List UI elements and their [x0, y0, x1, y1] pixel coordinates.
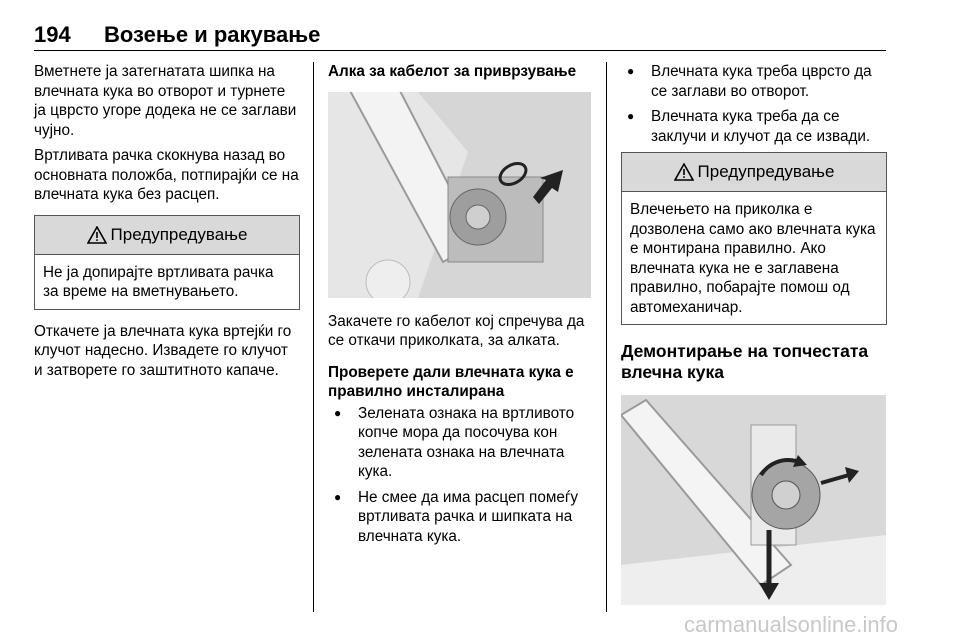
- check-list-continued: [621, 62, 887, 146]
- towbar-eye-drawing: [328, 92, 591, 298]
- column-2: [328, 62, 591, 552]
- column-divider-2: [606, 62, 607, 612]
- header-rule: [34, 50, 886, 51]
- warning-icon: [674, 163, 694, 181]
- column-divider-1: [313, 62, 314, 612]
- column-1: [34, 62, 300, 386]
- warning-title: Предупредување: [110, 224, 248, 244]
- removal-illustration: [621, 395, 886, 605]
- warning-text: Влечењето на приколка е дозволена само ако влечната кука е монтирана правилно. Ако влечната кука не е заглавена правилно, побарајте помош од автомеханичар.: [630, 201, 876, 316]
- page-header: [34, 22, 320, 48]
- warning-header: [622, 153, 886, 192]
- list-item: ● Влечната кука треба да се заклучи и клучот да се извади.: [621, 107, 887, 146]
- warning-box: [621, 152, 887, 325]
- column-3: [621, 62, 887, 605]
- check-list: [328, 404, 591, 547]
- chapter-title: Возење и ракување: [104, 22, 321, 47]
- paragraph-unlock: Откачете ја влечната кука вртејќи го клучот надесно. Извадете го клучот и затворете го заштитното капаче.: [34, 322, 292, 379]
- towbar-removal-drawing: [621, 395, 886, 605]
- list-item: ● Не смее да има расцеп помеѓу вртливата рачка и шипката на влечната кука.: [328, 488, 591, 547]
- section-heading-removal: Демонтирање на топчестата влечна кука: [621, 341, 869, 382]
- cable-eye-caption: Закачете го кабелот кој спречува да се откачи приколката, за алката.: [328, 312, 585, 349]
- section-heading-check: Проверете дали влечната кука е правилно инсталирана: [328, 363, 574, 400]
- warning-header: [35, 216, 299, 255]
- section-heading-cable-eye: Алка за кабелот за приврзување: [328, 63, 577, 80]
- warning-box: [34, 215, 300, 310]
- list-item: ● Зелената ознака на вртливото копче мора да посочува кон зелената ознака на влечната кука.: [328, 404, 591, 482]
- paragraph-insert: Вметнете ја затегнатата шипка на влечната кука во отворот и турнете ја цврсто угоре додека не се заглави чујно.: [34, 63, 297, 139]
- list-item: ● Влечната кука треба цврсто да се заглави во отворот.: [621, 62, 887, 101]
- paragraph-handle: Вртливата рачка скокнува назад во основната положба, потпирајќи се на влечната кука без расцеп.: [34, 147, 299, 203]
- page-number: 194: [34, 22, 71, 47]
- warning-icon: [87, 226, 107, 244]
- watermark-text: carmanualsonline.info: [683, 612, 898, 637]
- warning-text: Не ја допирајте вртливата рачка за време на вметнувањето.: [43, 263, 274, 300]
- cable-eye-illustration: [328, 92, 591, 298]
- warning-title: Предупредување: [697, 162, 835, 181]
